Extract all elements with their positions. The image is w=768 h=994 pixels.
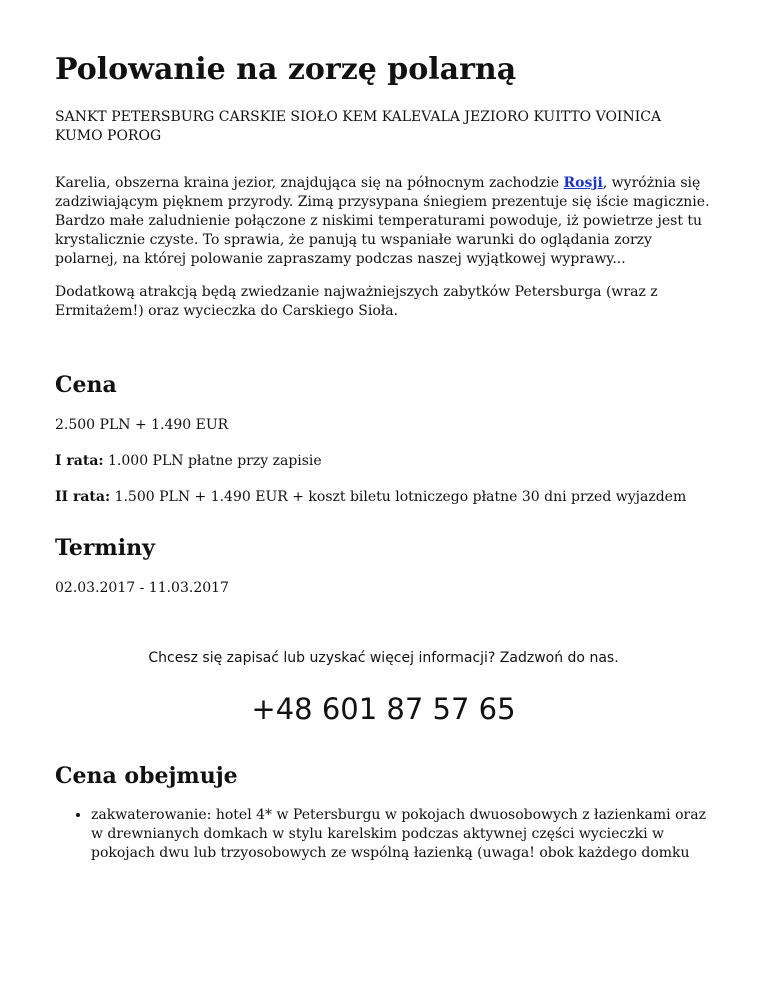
extra-attractions-paragraph: Dodatkową atrakcją będą zwiedzanie najważniejszych zabytków Petersburga (wraz z Ermitażem!) oraz wycieczka do Carskiego Sioła. <box>55 284 658 319</box>
price-total: 2.500 PLN + 1.490 EUR <box>55 417 229 433</box>
list-item: • zakwaterowanie: hotel 4* w Petersburgu w pokojach dwuosobowych z łazienkami oraz w drewnianych domkach w stylu karelskim podczas aktywnej części wycieczki w pokojach dwu lub trzyosobowych ze wspólną łazienką (uwaga! obok każdego domku <box>91 806 712 863</box>
price-heading: Cena <box>55 372 117 398</box>
includes-heading: Cena obejmuje <box>55 763 238 789</box>
installment-1-label: I rata: <box>55 453 104 469</box>
intro-text-after: , wyróżnia się zadziwiającym pięknem przyrody. Zimą przysypana śniegiem prezentuje się iście magicznie. Bardzo małe zaludnienie połączone z niskimi temperaturami powoduje, iż powietrze jest tu krystalicznie czyste. To sprawia, że panują tu wspaniałe warunki do oglądania zorzy polarnej, na której polowanie zapraszamy podczas naszej wyjątkowej wyprawy... <box>55 175 710 267</box>
intro-text-before: Karelia, obszerna kraina jezior, znajdująca się na północnym zachodzie <box>55 175 564 191</box>
installment-1-text: 1.000 PLN płatne przy zapisie <box>103 453 322 469</box>
route-list: SANKT PETERSBURG CARSKIE SIOŁO KEM KALEVALA JEZIORO KUITTO VOINICA KUMO POROG <box>55 109 662 144</box>
includes-list <box>55 806 712 863</box>
rosja-link[interactable]: Rosji <box>563 175 603 191</box>
dates-range: 02.03.2017 - 11.03.2017 <box>55 580 229 596</box>
installment-2 <box>55 488 712 507</box>
phone-number[interactable]: +48 601 87 57 65 <box>251 692 516 726</box>
page-title: Polowanie na zorzę polarną <box>55 52 517 87</box>
installment-2-text: 1.500 PLN + 1.490 EUR + koszt biletu lotniczego płatne 30 dni przed wyjazdem <box>110 489 687 505</box>
cta-text: Chcesz się zapisać lub uzyskać więcej informacji? Zadzwoń do nas. <box>148 650 619 666</box>
intro-paragraph <box>55 174 712 269</box>
dates-heading: Terminy <box>55 535 155 561</box>
installment-1 <box>55 452 712 471</box>
installment-2-label: II rata: <box>55 489 111 505</box>
